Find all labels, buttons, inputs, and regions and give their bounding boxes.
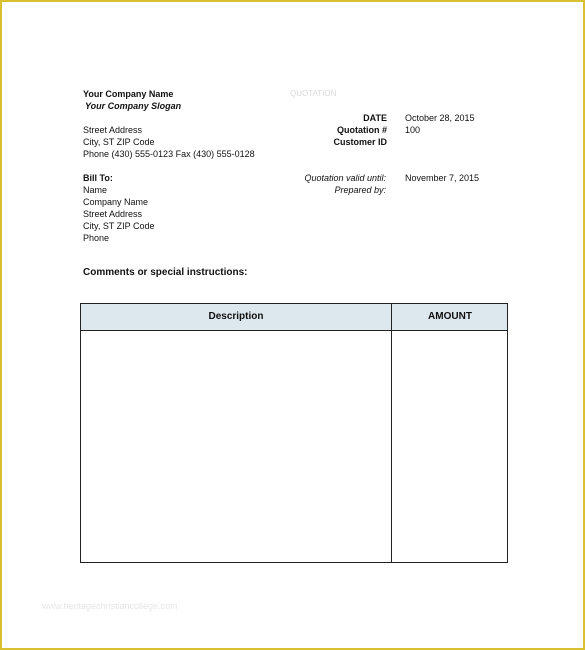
company-street: Street Address <box>83 125 143 135</box>
description-cell[interactable] <box>81 331 391 562</box>
bill-to-heading: Bill To: <box>83 173 113 183</box>
prepared-by-label: Prepared by: <box>334 185 386 195</box>
customer-id-label: Customer ID <box>333 137 387 147</box>
watermark: www.heritagechristiancollege.com <box>42 601 178 611</box>
amount-cell[interactable] <box>392 331 508 562</box>
company-slogan: Your Company Slogan <box>85 101 182 111</box>
quotation-valid-label: Quotation valid until: <box>304 173 386 183</box>
company-city: City, ST ZIP Code <box>83 137 155 147</box>
bill-to-city: City, ST ZIP Code <box>83 221 155 231</box>
company-name: Your Company Name <box>83 89 174 99</box>
bill-to-company: Company Name <box>83 197 149 207</box>
company-phone-fax: Phone (430) 555-0123 Fax (430) 555-0128 <box>83 149 255 159</box>
description-column-header: Description <box>208 311 264 322</box>
quotation-number-value: 100 <box>405 125 421 135</box>
date-value: October 28, 2015 <box>405 113 475 123</box>
line-items-table <box>80 303 508 563</box>
comments-label: Comments or special instructions: <box>83 267 248 278</box>
amount-column-header: AMOUNT <box>428 311 472 322</box>
bill-to-street: Street Address <box>83 209 143 219</box>
quotation-number-label: Quotation # <box>337 125 387 135</box>
bill-to-phone: Phone <box>83 233 110 243</box>
date-label: DATE <box>363 113 387 123</box>
bill-to-name: Name <box>83 185 108 195</box>
quotation-valid-value: November 7, 2015 <box>405 173 480 183</box>
document-type-label: QUOTATION <box>290 89 337 98</box>
